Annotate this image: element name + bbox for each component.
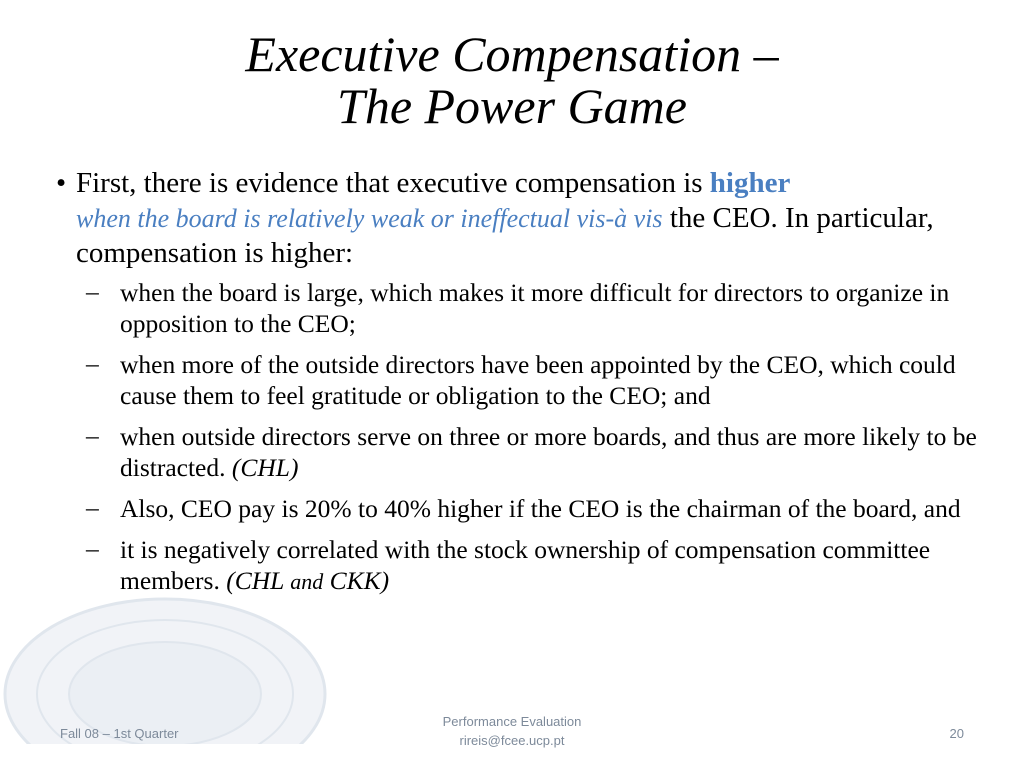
main-bullet xyxy=(56,166,996,271)
citation-chl-ckk xyxy=(226,566,389,595)
highlight-higher: higher xyxy=(709,167,791,199)
sub-bullet xyxy=(60,493,996,524)
citation-part: CKK) xyxy=(323,566,390,595)
sub-bullet-text: when more of the outside directors have been appointed by the CEO, which could cause them to feel gratitude or obligation to the CEO; and xyxy=(120,350,956,410)
highlight-weak-board: when the board is relatively weak or ineffectual vis-à vis xyxy=(76,204,663,233)
sub-bullet xyxy=(60,421,996,483)
main-bullet-text-after: the CEO. In particular, compensation is higher: xyxy=(76,202,934,269)
dash-icon: – xyxy=(86,349,99,378)
sub-bullet xyxy=(60,277,996,339)
dash-icon: – xyxy=(86,277,99,306)
title-line-2: The Power Game xyxy=(337,78,687,134)
citation-part: (CHL xyxy=(226,566,291,595)
page-number: 20 xyxy=(949,726,964,741)
title-line-1: Executive Compensation – xyxy=(245,26,779,82)
sub-bullet xyxy=(60,534,996,597)
sub-bullet-text: Also, CEO pay is 20% to 40% higher if the CEO is the chairman of the board, and xyxy=(120,494,961,523)
dash-icon: – xyxy=(86,421,99,450)
dash-icon: – xyxy=(86,493,99,522)
citation-and: and xyxy=(290,569,324,594)
dash-icon: – xyxy=(86,534,99,563)
slide-footer xyxy=(0,714,1024,768)
footer-course: Performance Evaluation xyxy=(442,714,582,729)
footer-date: Fall 08 – 1st Quarter xyxy=(60,726,179,741)
sub-bullet-text: it is negatively correlated with the stock ownership of compensation committee members. xyxy=(120,535,931,595)
slide-title xyxy=(0,28,1024,132)
footer-email: rireis@fcee.ucp.pt xyxy=(459,733,565,748)
bullet-icon: • xyxy=(56,167,67,199)
main-bullet-text: First, there is evidence that executive compensation is xyxy=(76,167,710,199)
citation-chl: (CHL) xyxy=(231,453,299,482)
sub-bullet-text: when the board is large, which makes it more difficult for directors to organize in opposition to the CEO; xyxy=(120,278,950,338)
slide-body xyxy=(56,166,996,607)
footer-center xyxy=(0,712,1024,750)
sub-bullet-text: when outside directors serve on three or more boards, and thus are more likely to be distracted. xyxy=(120,422,977,482)
sub-bullet xyxy=(60,349,996,411)
